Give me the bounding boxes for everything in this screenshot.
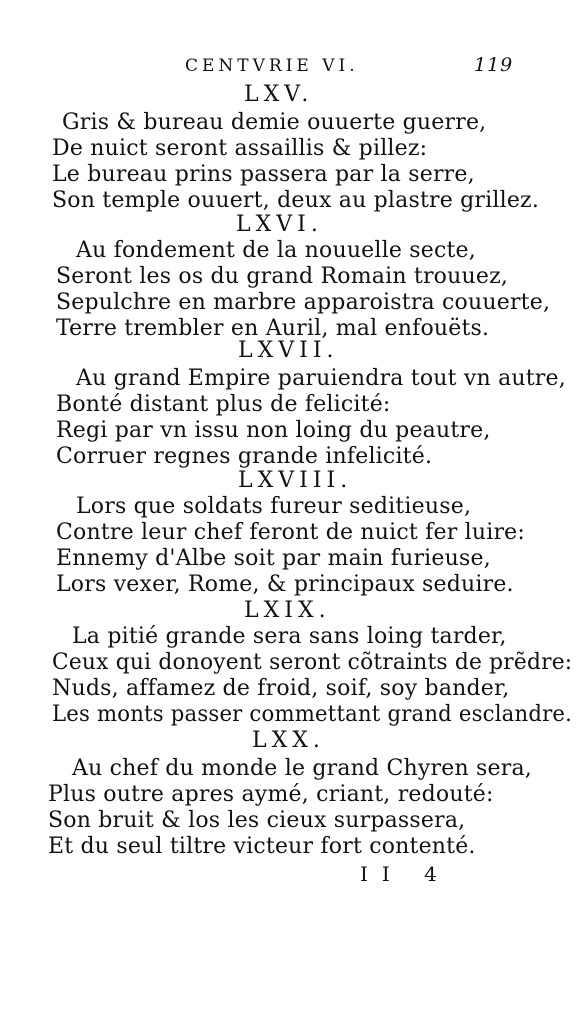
quatrain-numeral: LXV. bbox=[244, 82, 314, 107]
verse-line: Plus outre apres aymé, criant, redouté: bbox=[48, 782, 494, 807]
verse-line: Les monts passer commettant grand esclandre. bbox=[52, 702, 573, 727]
verse-line: Le bureau prins passera par la serre, bbox=[52, 162, 475, 187]
running-head: CENTVRIE VI. bbox=[185, 56, 359, 76]
verse-line: Regi par vn issu non loing du peautre, bbox=[56, 418, 491, 443]
verse-line: Gris & bureau demie ouuerte guerre, bbox=[62, 110, 487, 135]
quatrain-numeral: LXIX. bbox=[244, 598, 331, 623]
verse-line: Lors que soldats fureur seditieuse, bbox=[76, 494, 472, 519]
verse-line: Son bruit & los les cieux surpassera, bbox=[48, 808, 466, 833]
verse-line: Au grand Empire paruiendra tout vn autre, bbox=[76, 366, 566, 391]
verse-line: Seront les os du grand Romain trouuez, bbox=[56, 264, 509, 289]
quatrain-numeral: LXVII. bbox=[238, 338, 339, 363]
verse-line: Bonté distant plus de felicité: bbox=[56, 392, 391, 417]
verse-line: Ceux qui donoyent seront cõtraints de prẽdre: bbox=[52, 650, 573, 675]
quatrain-numeral: LXVI. bbox=[236, 212, 323, 237]
verse-line: Au fondement de la nouuelle secte, bbox=[76, 238, 476, 263]
verse-line: Corruer regnes grande infelicité. bbox=[56, 444, 433, 469]
verse-line: Au chef du monde le grand Chyren sera, bbox=[72, 756, 532, 781]
signature-mark: II 4 bbox=[360, 862, 451, 886]
verse-line: Ennemy d'Albe soit par main furieuse, bbox=[56, 546, 491, 571]
verse-line: Nuds, affamez de froid, soif, soy bander, bbox=[52, 676, 510, 701]
quatrain-numeral: LXX. bbox=[252, 728, 325, 753]
verse-line: De nuict seront assaillis & pillez: bbox=[52, 136, 428, 161]
verse-line: La pitié grande sera sans loing tarder, bbox=[72, 624, 507, 649]
verse-line: Son temple ouuert, deux au plastre grillez. bbox=[52, 188, 540, 213]
verse-line: Contre leur chef feront de nuict fer luire: bbox=[56, 520, 526, 545]
verse-line: Et du seul tiltre victeur fort contenté. bbox=[48, 834, 476, 859]
page-number: 119 bbox=[474, 54, 514, 76]
verse-line: Sepulchre en marbre apparoistra couuerte, bbox=[56, 290, 551, 315]
verse-line: Lors vexer, Rome, & principaux seduire. bbox=[56, 572, 514, 597]
verse-line: Terre trembler en Auril, mal enfouëts. bbox=[56, 316, 490, 341]
quatrain-numeral: LXVIII. bbox=[238, 468, 353, 493]
